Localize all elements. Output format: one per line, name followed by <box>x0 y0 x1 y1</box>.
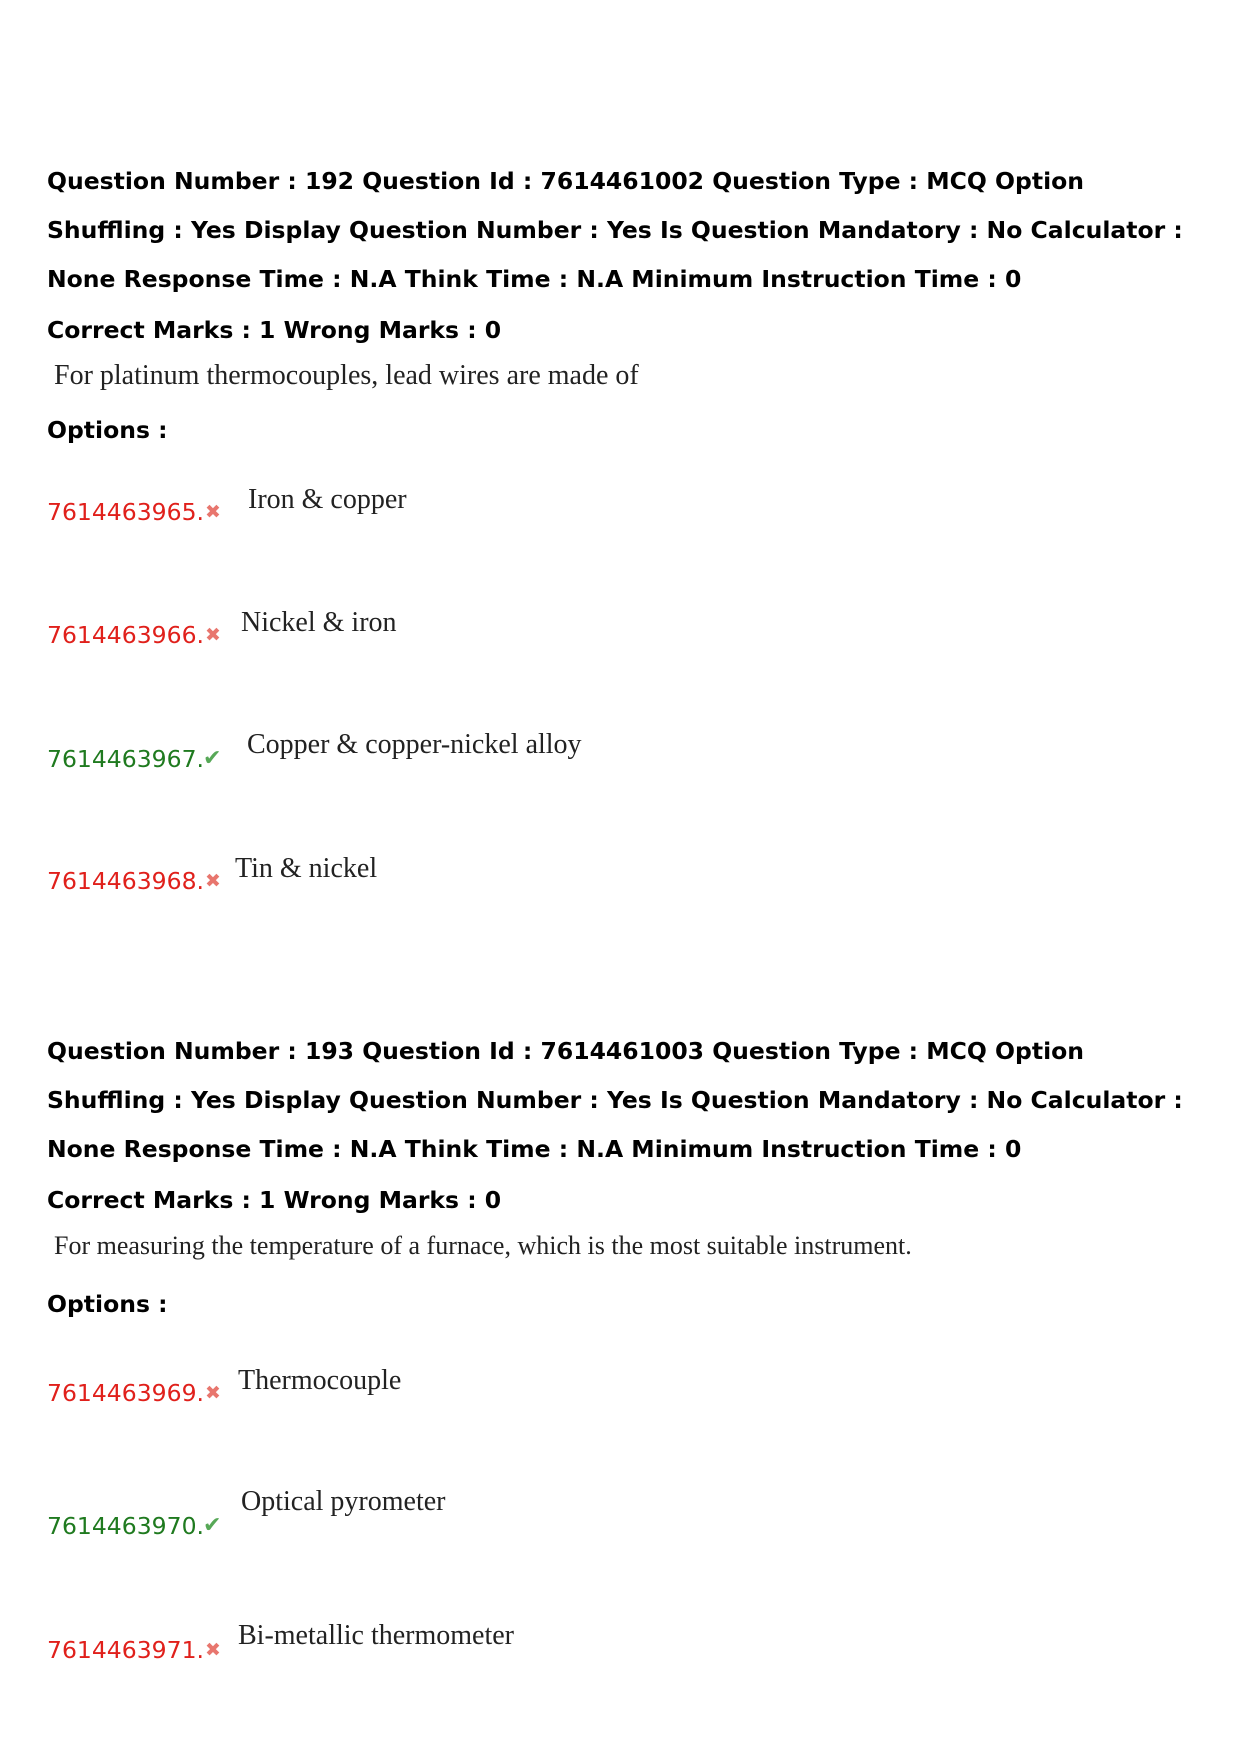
option-text: Thermocouple <box>238 1365 402 1396</box>
option-text: Copper & copper-nickel alloy <box>247 729 582 760</box>
option-text: Iron & copper <box>248 484 407 515</box>
cross-icon: ✖ <box>205 1382 221 1404</box>
option-text: Nickel & iron <box>241 607 397 638</box>
question-meta: Question Number : 192 Question Id : 7614461002 Question Type : MCQ Option Shuffling : Yes Display Question Number : Yes Is Question Mandatory : No Calculator : None Response Time : N.A Think Time : N.A Minimum Instruction Time : 0 <box>47 167 1183 293</box>
option-item <box>47 729 947 804</box>
option-text: Optical pyrometer <box>241 1486 446 1517</box>
option-item <box>47 484 947 557</box>
question-193-block <box>47 1027 1207 1322</box>
option-item <box>47 1620 947 1695</box>
option-id: 7614463965. <box>47 498 204 526</box>
option-id: 7614463969. <box>47 1379 204 1407</box>
option-id: 7614463966. <box>47 621 204 649</box>
option-text: Tin & nickel <box>235 853 378 884</box>
cross-icon: ✖ <box>205 1639 221 1661</box>
option-item <box>47 607 947 680</box>
option-id: 7614463968. <box>47 867 204 895</box>
question-text: For measuring the temperature of a furnace, which is the most suitable instrument. <box>54 1231 912 1260</box>
question-text: For platinum thermocouples, lead wires are made of <box>54 360 639 391</box>
question-192-block <box>47 157 1207 448</box>
check-icon: ✔ <box>203 746 222 771</box>
option-id: 7614463971. <box>47 1636 204 1664</box>
option-item <box>47 853 947 926</box>
option-item <box>47 1486 947 1571</box>
question-meta: Question Number : 193 Question Id : 7614461003 Question Type : MCQ Option Shuffling : Yes Display Question Number : Yes Is Question Mandatory : No Calculator : None Response Time : N.A Think Time : N.A Minimum Instruction Time : 0 <box>47 1037 1183 1163</box>
option-id: 7614463970. <box>47 1512 204 1540</box>
option-id: 7614463967. <box>47 745 204 773</box>
options-label: Options : <box>47 1290 168 1318</box>
check-icon: ✔ <box>203 1513 222 1538</box>
cross-icon: ✖ <box>205 501 221 523</box>
question-marks: Correct Marks : 1 Wrong Marks : 0 <box>47 316 502 344</box>
option-text: Bi-metallic thermometer <box>238 1620 515 1651</box>
cross-icon: ✖ <box>205 870 221 892</box>
options-label: Options : <box>47 416 168 444</box>
option-item <box>47 1365 947 1438</box>
question-marks: Correct Marks : 1 Wrong Marks : 0 <box>47 1186 502 1214</box>
cross-icon: ✖ <box>205 624 221 646</box>
